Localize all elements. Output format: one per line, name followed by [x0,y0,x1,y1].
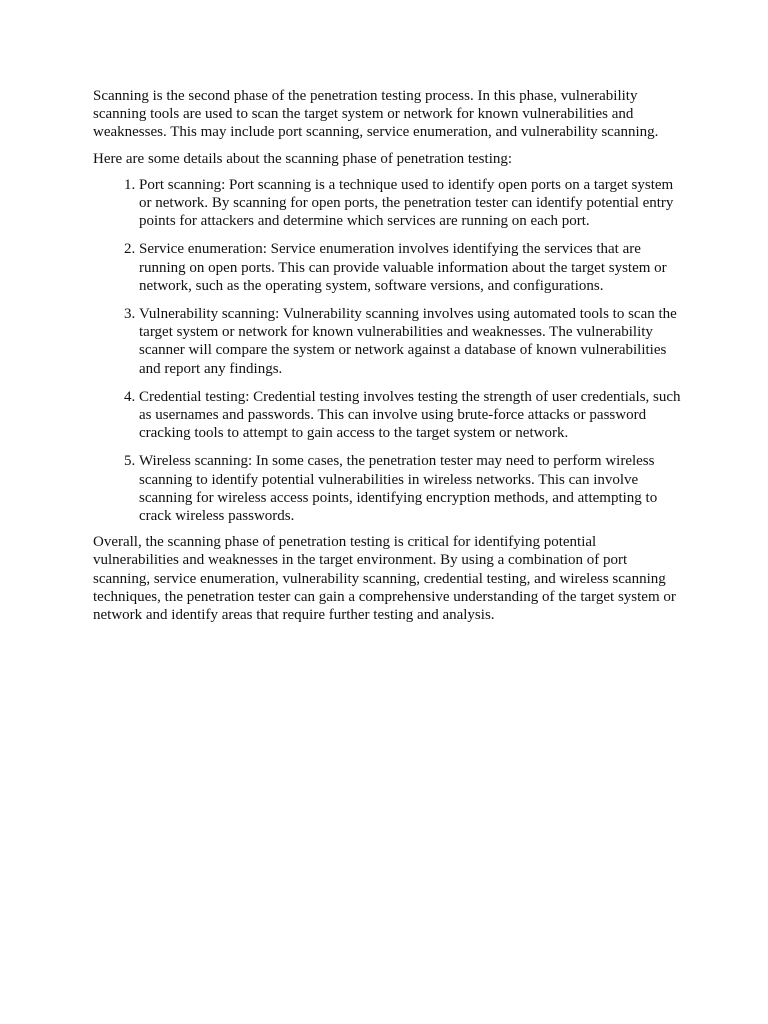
intro-paragraph: Scanning is the second phase of the penetration testing process. In this phase, vulnerability scanning tools are used to scan the target system or network for known vulnerabilities and weaknesses. This may include port scanning, service enumeration, and vulnerability scanning. [93,88,659,141]
details-intro-paragraph: Here are some details about the scanning phase of penetration testing: [93,150,513,167]
list-item: 1. Port scanning: Port scanning is a technique used to identify open ports on a target system or network. By scanning for open ports, the penetration tester can identify potential entry points for attackers and determine which services are running on each port. [139,176,683,231]
list-item: 4. Credential testing: Credential testing involves testing the strength of user credentials, such as usernames and passwords. This can involve using brute-force attacks or password cracking tools to attempt to gain access to the target system or network. [139,388,683,443]
list-item: 2. Service enumeration: Service enumeration involves identifying the services that are running on open ports. This can provide valuable information about the target system or network, such as the operating system, software versions, and configurations. [139,240,683,295]
document-body [93,87,683,632]
scanning-details-list [93,176,683,525]
list-item: 5. Wireless scanning: In some cases, the penetration tester may need to perform wireless scanning to identify potential vulnerabilities in wireless networks. This can involve scanning for wireless access points, identifying encryption methods, and attempting to crack wireless passwords. [139,452,683,525]
conclusion-paragraph: Overall, the scanning phase of penetration testing is critical for identifying potential vulnerabilities and weaknesses in the target environment. By using a combination of port scanning, service enumeration, vulnerability scanning, credential testing, and wireless scanning techniques, the penetration tester can gain a comprehensive understanding of the target system or network and identify areas that require further testing and analysis. [93,534,676,624]
list-item: 3. Vulnerability scanning: Vulnerability scanning involves using automated tools to scan the target system or network for known vulnerabilities and weaknesses. The vulnerability scanner will compare the system or network against a database of known vulnerabilities and report any findings. [139,305,683,378]
